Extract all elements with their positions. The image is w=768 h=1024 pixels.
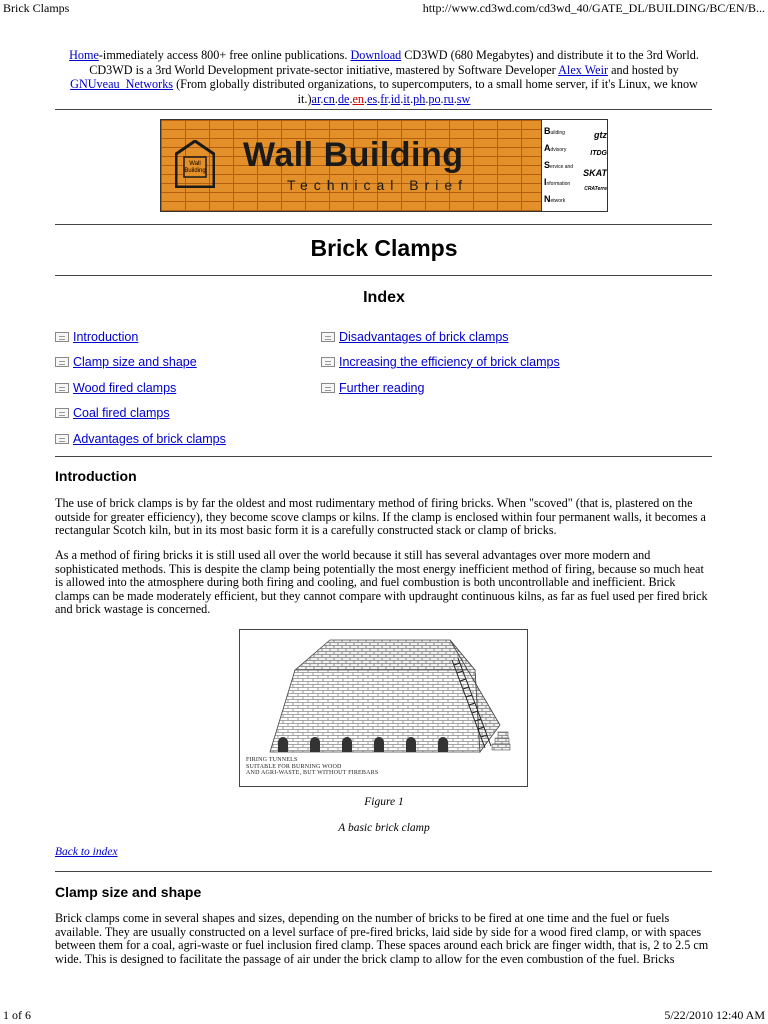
print-header-url: http://www.cd3wd.com/cd3wd_40/GATE_DL/BUILDING/BC/EN/B... bbox=[422, 1, 765, 15]
back-to-index-container bbox=[55, 846, 713, 860]
house-text-wall: Wall bbox=[189, 161, 201, 167]
language-link-ru[interactable]: ru bbox=[443, 91, 454, 106]
intro-paragraph-2: As a method of firing bricks it is still used all over the world because it still has several advantages over more modern and sophisticated methods. This is despite the clamp being potentially the most energy inefficient method of firing, because so much heat is allowed into the atmosphere during both firing and cooling, and fuel combustion is both uncontrollable and inefficient. Brick clamps can be made moderately efficient, but they cannot compare with updraught continuous kilns, as far as fuel used per fired brick and brick wastage is concerned. bbox=[55, 548, 708, 616]
index-item-wood-fired[interactable]: Wood fired clamps bbox=[55, 381, 176, 395]
index-item-efficiency[interactable]: Increasing the efficiency of brick clamps bbox=[321, 355, 560, 369]
section-heading-clamp-size: Clamp size and shape bbox=[55, 884, 202, 900]
print-datetime: 5/22/2010 12:40 AM bbox=[664, 1008, 765, 1022]
index-item-introduction[interactable]: Introduction bbox=[55, 330, 138, 344]
author-link[interactable]: Alex Weir bbox=[558, 62, 609, 77]
language-link-fr[interactable]: fr bbox=[380, 91, 388, 106]
language-link-id[interactable]: id bbox=[390, 91, 401, 106]
section-heading-introduction: Introduction bbox=[55, 468, 137, 484]
cd3wd-notice bbox=[54, 48, 714, 106]
banner-title: Wall Building bbox=[243, 136, 464, 174]
page-title: Brick Clamps bbox=[310, 235, 458, 261]
wall-building-banner bbox=[160, 119, 608, 212]
house-icon bbox=[175, 140, 215, 188]
craterre-logo: CRATerre bbox=[584, 186, 607, 192]
language-link-po[interactable]: po bbox=[428, 91, 441, 106]
language-links: ar.cn.de.en.es.fr.id.it.ph.po.ru.sw bbox=[311, 91, 471, 106]
divider bbox=[55, 456, 712, 457]
download-link[interactable]: Download bbox=[350, 48, 402, 62]
index-item-advantages[interactable]: Advantages of brick clamps bbox=[55, 432, 226, 446]
index-item-further-reading[interactable]: Further reading bbox=[321, 381, 424, 395]
language-link-ar[interactable]: ar bbox=[311, 91, 321, 106]
house-text-building: Building bbox=[184, 168, 206, 174]
basin-row-n: Network bbox=[544, 194, 566, 204]
basin-row-a: Advisory bbox=[544, 143, 567, 153]
home-link[interactable]: Home bbox=[69, 48, 99, 62]
document-icon bbox=[321, 332, 335, 342]
notice-text-2: CD3WD (680 Megabytes) and distribute it to the 3rd World. CD3WD is a 3rd World Development private-sector initiative, mastered by Software Developer bbox=[89, 48, 699, 77]
basin-row-b: Building bbox=[544, 126, 565, 136]
divider bbox=[55, 871, 712, 872]
index-item-clamp-size[interactable]: Clamp size and shape bbox=[55, 355, 197, 369]
document-icon bbox=[321, 383, 335, 393]
divider bbox=[55, 275, 712, 276]
index-title: Index bbox=[363, 289, 405, 306]
document-icon bbox=[55, 434, 69, 444]
gtz-logo: gtz bbox=[594, 130, 607, 140]
document-icon bbox=[55, 383, 69, 393]
notice-text-1: -immediately access 800+ free online publications. bbox=[98, 48, 348, 62]
figure-caption: A basic brick clamp bbox=[338, 822, 430, 834]
page-number: 1 of 6 bbox=[3, 1008, 31, 1022]
notice-text-3: and hosted by bbox=[611, 62, 679, 77]
language-link-de[interactable]: de bbox=[337, 91, 350, 106]
print-header-title: Brick Clamps bbox=[3, 1, 70, 15]
intro-paragraph-1: The use of brick clamps is by far the oldest and most rudimentary method of firing bricks. When "scoved" (that is, plastered on the outside for greater efficiency), they become scove clamps or kilns. If the clamp is enclosed within four permanent walls, it becomes a rectangular Scotch kiln, but in its most basic form it is a carefully constructed stack or clamp of bricks. bbox=[55, 496, 706, 537]
skat-logo: SKAT bbox=[583, 168, 607, 178]
language-link-sw[interactable]: sw bbox=[456, 91, 471, 106]
basin-row-i: Information bbox=[544, 177, 571, 187]
clamp-size-paragraph-1: Brick clamps come in several shapes and sizes, depending on the number of bricks to be fired at one time and the fuel or fuels available. They are usually constructed on a level surface of pre-fired bricks, laid side by side for a wood fired clamp, or with spaces between them for a coal, agri-waste or fuel inclusion fired clamp. These spaces around each brick are finger width, that is, 2 to 2.5 cm wide. This is designed to facilitate the passage of air under the brick clamp to allow for the even combustion of the fuel. Bricks bbox=[55, 911, 709, 966]
index-item-disadvantages[interactable]: Disadvantages of brick clamps bbox=[321, 330, 509, 344]
document-icon bbox=[321, 357, 335, 367]
language-link-it[interactable]: it bbox=[403, 91, 411, 106]
basin-row-s: Service and bbox=[544, 160, 574, 170]
figure-number: Figure 1 bbox=[364, 796, 404, 808]
host-link[interactable]: GNUveau_Networks bbox=[70, 77, 174, 91]
notice-text-4: (From globally distributed organizations, to supercomputers, to a small home server, if it's Linux, we know it.) bbox=[176, 77, 698, 106]
index-item-coal-fired[interactable]: Coal fired clamps bbox=[55, 406, 170, 420]
language-link-es[interactable]: es bbox=[367, 91, 378, 106]
divider bbox=[55, 224, 712, 225]
back-to-index-link[interactable]: Back to index bbox=[55, 846, 118, 858]
figure-label: FIRING TUNNELS SUITABLE FOR BURNING WOOD AND AGRI-WASTE, BUT WITHOUT FIREBARS bbox=[246, 757, 379, 776]
banner-subtitle: Technical Brief bbox=[287, 177, 469, 193]
document-icon bbox=[55, 332, 69, 342]
itdg-logo: ITDG bbox=[590, 150, 607, 157]
language-link-cn[interactable]: cn bbox=[323, 91, 335, 106]
language-link-en[interactable]: en bbox=[352, 91, 365, 106]
figure-brick-clamp bbox=[239, 629, 528, 787]
document-icon bbox=[55, 357, 69, 367]
basin-logo-panel bbox=[541, 120, 608, 211]
print-footer bbox=[0, 1008, 768, 1024]
divider bbox=[55, 109, 712, 110]
document-icon bbox=[55, 408, 69, 418]
print-header bbox=[0, 0, 768, 16]
language-link-ph[interactable]: ph bbox=[413, 91, 426, 106]
